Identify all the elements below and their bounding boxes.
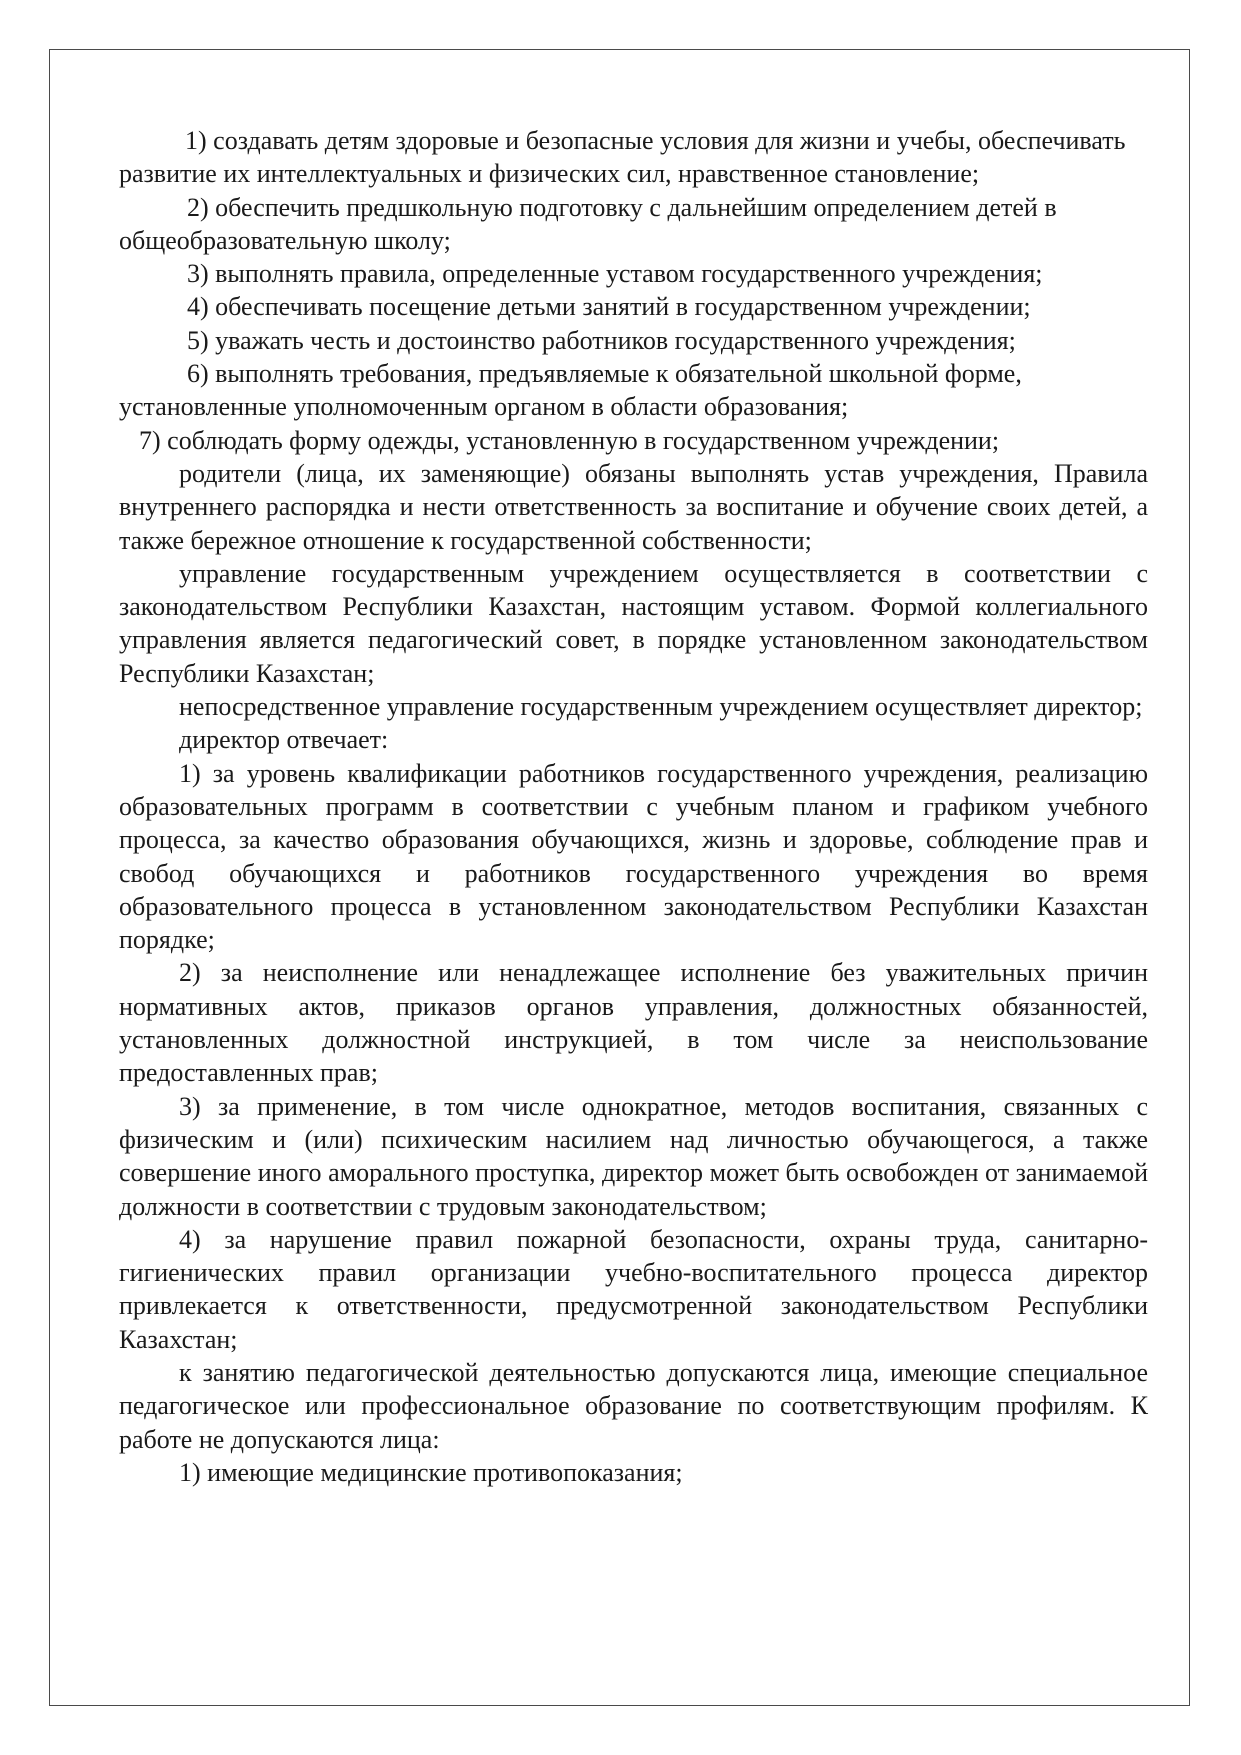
- paragraph: 5) уважать честь и достоинство работников государственного учреждения;: [187, 325, 1016, 355]
- paragraph: 1) за уровень квалификации работников государственного учреждения, реализацию образовательных программ в соответствии с учебным планом и графиком учебного процесса, за качество образования обучающихся, жизнь и здоровье, соблюдение прав и свобод обучающихся и работников государственного учреждения во время образовательного процесса в установленном законодательством Республики Казахстан порядке;: [119, 758, 1148, 955]
- paragraph: 7) соблюдать форму одежды, установленную в государственном учреждении;: [139, 425, 1000, 455]
- paragraph: управление государственным учреждением осуществляется в соответствии с законодательством Республики Казахстан, настоящим уставом. Формой коллегиального управления является педагогический совет, в порядке установленном законодательством Республики Казахстан;: [119, 558, 1148, 688]
- paragraph: 4) за нарушение правил пожарной безопасности, охраны труда, санитарно-гигиенических правил организации учебно-воспитательного процесса директор привлекается к ответственности, предусмотренной законодательством Республики Казахстан;: [119, 1224, 1148, 1354]
- paragraph: 3) за применение, в том числе однократное, методов воспитания, связанных с физическим и (или) психическим насилием над личностью обучающегося, а также совершение иного аморального проступка, директор может быть освобожден от занимаемой должности в соответствии с трудовым законодательством;: [119, 1091, 1148, 1221]
- paragraph: родители (лица, их заменяющие) обязаны выполнять устав учреждения, Правила внутреннего распорядка и нести ответственность за воспитание и обучение своих детей, а также бережное отношение к государственной собственности;: [119, 458, 1148, 555]
- paragraph: к занятию педагогической деятельностью допускаются лица, имеющие специальное педагогическое или профессиональное образование по соответствующим профилям. К работе не допускаются лица:: [119, 1357, 1148, 1454]
- paragraph: 1) создавать детям здоровые и безопасные условия для жизни и учебы, обеспечивать развитие их интеллектуальных и физических сил, нравственное становление;: [119, 126, 1126, 189]
- paragraph: 2) обеспечить предшкольную подготовку с дальнейшим определением детей в общеобразовательную школу;: [119, 192, 1057, 255]
- paragraph: 2) за неисполнение или ненадлежащее исполнение без уважительных причин нормативных актов, приказов органов управления, должностных обязанностей, установленных должностной инструкцией, в том числе за неиспользование предоставленных прав;: [119, 958, 1148, 1088]
- paragraph: 1) имеющие медицинские противопоказания;: [179, 1457, 683, 1487]
- paragraph: непосредственное управление государственным учреждением осуществляет директор;: [179, 692, 1143, 722]
- paragraph: 6) выполнять требования, предъявляемые к обязательной школьной форме, установленные уполномоченным органом в области образования;: [119, 359, 1022, 422]
- paragraph: директор отвечает:: [179, 725, 389, 755]
- paragraph: 3) выполнять правила, определенные уставом государственного учреждения;: [187, 259, 1043, 289]
- paragraph: 4) обеспечивать посещение детьми занятий в государственном учреждении;: [187, 292, 1031, 322]
- document-body: [119, 124, 1148, 1489]
